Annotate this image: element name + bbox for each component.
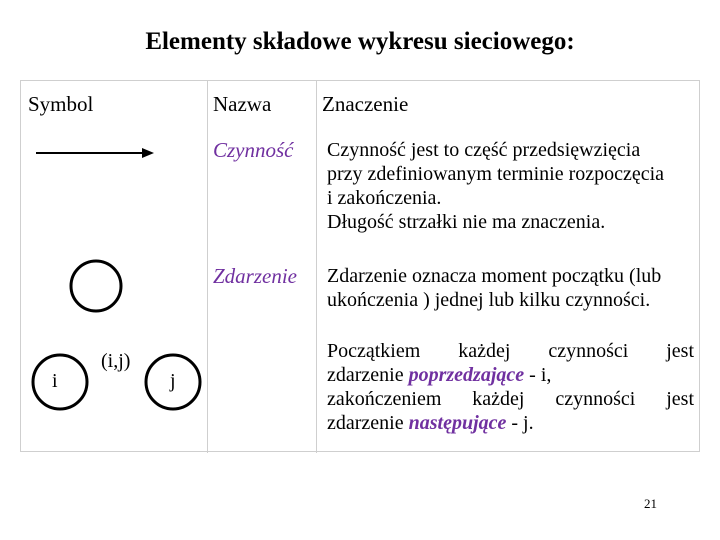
header-symbol: Symbol — [28, 92, 94, 116]
meaning-text: - i, — [524, 364, 552, 386]
row-activity-meaning — [327, 138, 699, 234]
node-i-label: i — [52, 370, 58, 392]
row-activity-name: Czynność — [213, 138, 294, 162]
meaning-text: zdarzenie — [327, 412, 409, 434]
meaning-line: zakończeniem każdej czynności jest — [327, 388, 694, 410]
header-meaning: Znaczenie — [322, 92, 409, 116]
emphasis-preceding: poprzedzające — [408, 364, 525, 386]
column-divider-2 — [316, 81, 317, 453]
meaning-line: Czynność jest to część przedsięwzięcia — [327, 139, 641, 161]
meaning-line: Zdarzenie oznacza moment początku (lub — [327, 265, 662, 287]
emphasis-following: następujące — [408, 412, 507, 434]
meaning-line: Długość strzałki nie ma znaczenia. — [327, 211, 606, 233]
row-event-name: Zdarzenie — [213, 264, 297, 288]
row-ij-meaning — [327, 339, 694, 435]
event-circle-icon — [68, 258, 124, 314]
meaning-line: i zakończenia. — [327, 187, 442, 209]
slide-title: Elementy składowe wykresu sieciowego: — [145, 28, 575, 55]
meaning-line: ukończenia ) jednej lub kilku czynności. — [327, 289, 651, 311]
meaning-text: zdarzenie — [327, 364, 409, 386]
header-name: Nazwa — [213, 92, 272, 116]
arrow-ij-label: (i,j) — [101, 350, 131, 372]
meaning-line: Początkiem każdej czynności jest — [327, 340, 694, 362]
activity-arrow-icon — [34, 143, 156, 163]
meaning-line: przy zdefiniowanym terminie rozpoczęcia — [327, 163, 665, 185]
meaning-line — [327, 411, 694, 435]
column-divider-1 — [207, 81, 208, 453]
page-number: 21 — [644, 496, 657, 511]
meaning-text: - j. — [506, 412, 534, 434]
node-j-label: j — [170, 370, 176, 392]
row-event-meaning — [327, 264, 699, 312]
meaning-line — [327, 363, 694, 387]
